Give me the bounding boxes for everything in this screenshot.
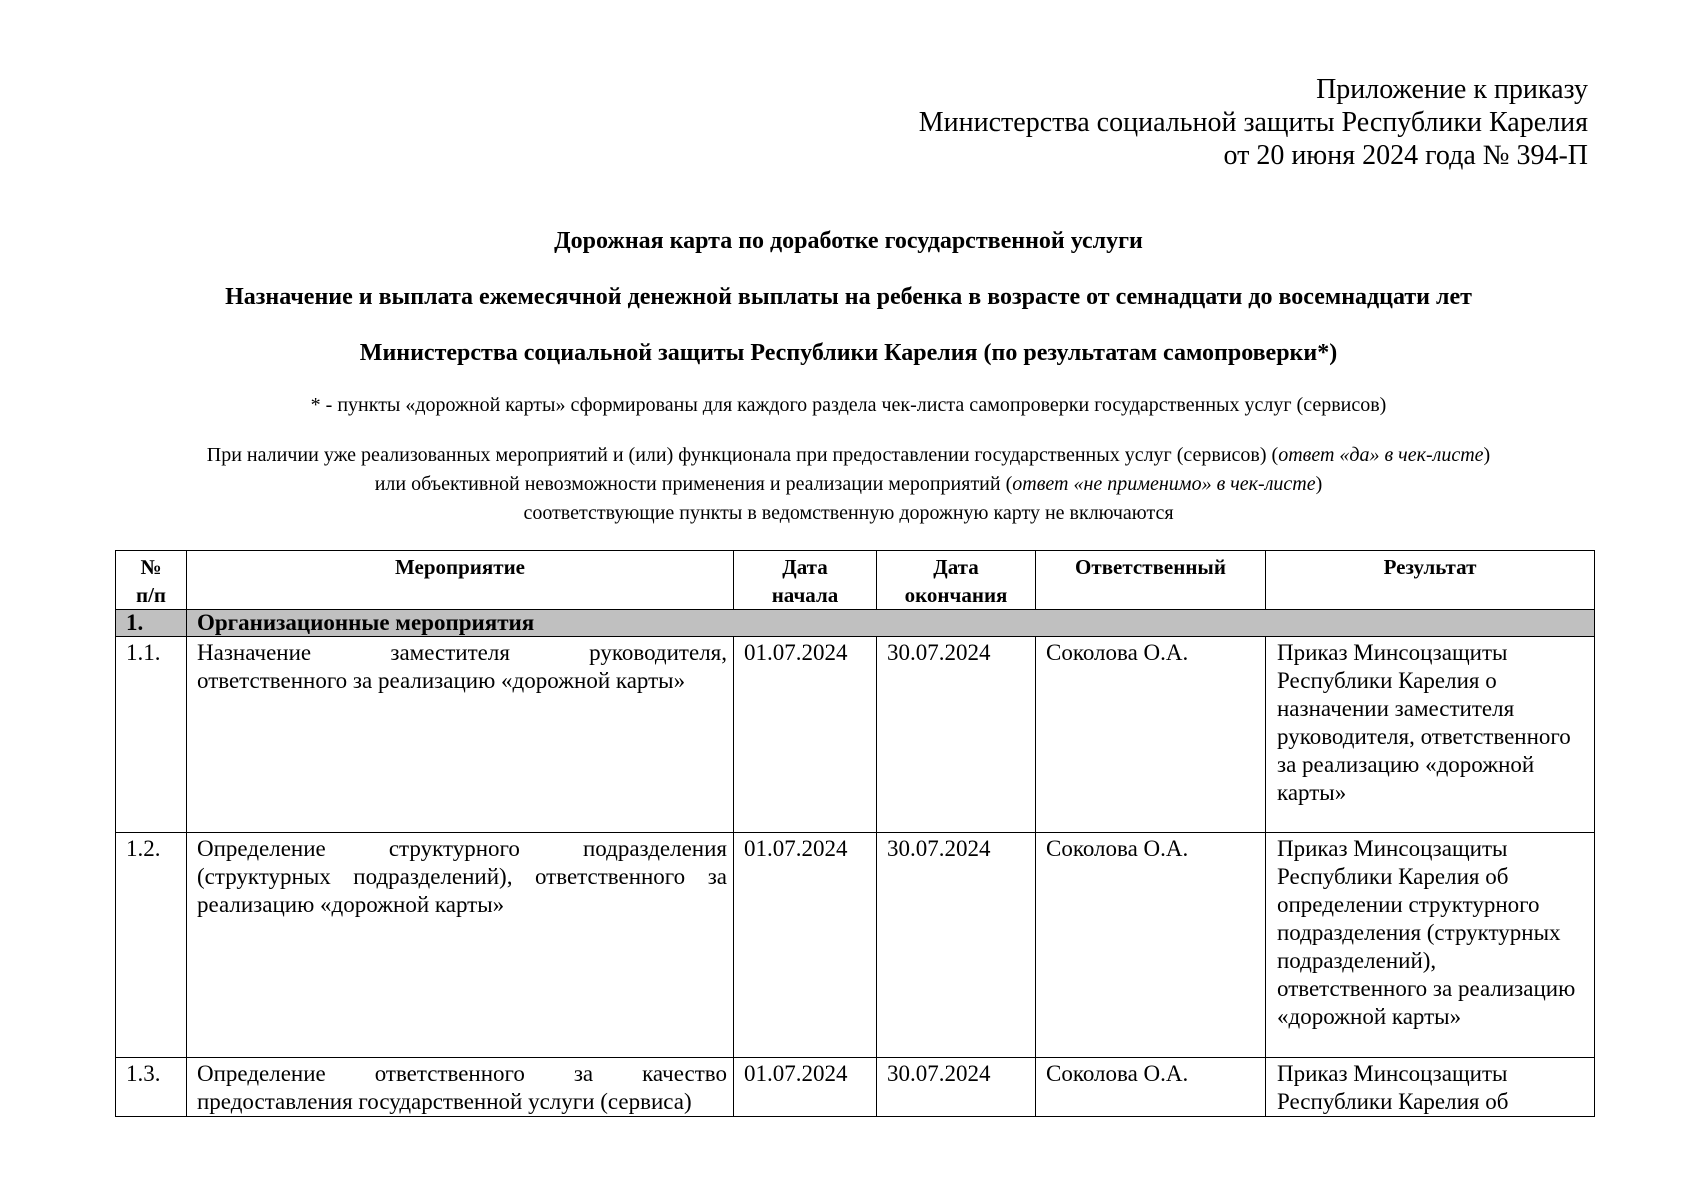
appendix-header <box>688 73 1588 172</box>
note-line-2: или объективной невозможности применения и реализации мероприятий (ответ «не применимо» в чек-листе) <box>374 473 1323 495</box>
row-end-date: 30.07.2024 <box>877 833 1036 1058</box>
section-row <box>116 610 1595 637</box>
section-num: 1. <box>116 610 187 637</box>
header-end-date: Дата окончания <box>877 551 1036 610</box>
table-row <box>116 637 1595 833</box>
header-result: Результат <box>1266 551 1595 610</box>
row-result: Приказ Минсоцзащиты Республики Карелия об определении структурного подразделения (структурных подразделений), ответственного за реализацию «дорожной карты» <box>1266 833 1595 1058</box>
row-start-date: 01.07.2024 <box>734 833 877 1058</box>
row-activity: Определение структурного подразделения (структурных подразделений), ответственного за реализацию «дорожной карты» <box>187 833 734 1058</box>
document-title: Дорожная карта по доработке государственной услуги <box>554 228 1143 254</box>
row-start-date: 01.07.2024 <box>734 1058 877 1117</box>
appendix-line-1: Приложение к приказу <box>1316 74 1588 105</box>
table-row <box>116 1058 1595 1117</box>
table-header-row <box>116 551 1595 610</box>
row-num: 1.1. <box>116 637 187 833</box>
row-num: 1.3. <box>116 1058 187 1117</box>
row-activity: Назначение заместителя руководителя, ответственного за реализацию «дорожной карты» <box>187 637 734 833</box>
header-num: № п/п <box>116 551 187 610</box>
header-start-date: Дата начала <box>734 551 877 610</box>
ministry-name: Министерства социальной защиты Республики Карелия (по результатам самопроверки*) <box>359 340 1338 366</box>
note-line-1: При наличии уже реализованных мероприятий и (или) функционала при предоставлении государственных услуг (сервисов) (ответ «да» в чек-листе) <box>206 444 1491 466</box>
section-title: Организационные мероприятия <box>187 610 1595 637</box>
note-line-3: соответствующие пункты в ведомственную дорожную карту не включаются <box>523 502 1174 524</box>
row-responsible: Соколова О.А. <box>1036 637 1266 833</box>
row-result: Приказ Минсоцзащиты Республики Карелия об <box>1266 1058 1595 1117</box>
row-end-date: 30.07.2024 <box>877 1058 1036 1117</box>
row-start-date: 01.07.2024 <box>734 637 877 833</box>
header-activity: Мероприятие <box>187 551 734 610</box>
row-responsible: Соколова О.А. <box>1036 1058 1266 1117</box>
row-end-date: 30.07.2024 <box>877 637 1036 833</box>
row-result: Приказ Минсоцзащиты Республики Карелия о назначении заместителя руководителя, ответственного за реализацию «дорожной карты» <box>1266 637 1595 833</box>
service-name: Назначение и выплата ежемесячной денежной выплаты на ребенка в возрасте от семнадцати до восемнадцати лет <box>225 284 1472 310</box>
row-activity: Определение ответственного за качество предоставления государственной услуги (сервиса) <box>187 1058 734 1117</box>
row-responsible: Соколова О.А. <box>1036 833 1266 1058</box>
footnote: * - пункты «дорожной карты» сформированы для каждого раздела чек-листа самопроверки государственных услуг (сервисов) <box>310 394 1387 416</box>
appendix-line-3: от 20 июня 2024 года № 394-П <box>1223 140 1588 171</box>
row-num: 1.2. <box>116 833 187 1058</box>
roadmap-table <box>115 550 1595 1117</box>
header-responsible: Ответственный <box>1036 551 1266 610</box>
appendix-line-2: Министерства социальной защиты Республики Карелия <box>918 107 1588 138</box>
table-row <box>116 833 1595 1058</box>
